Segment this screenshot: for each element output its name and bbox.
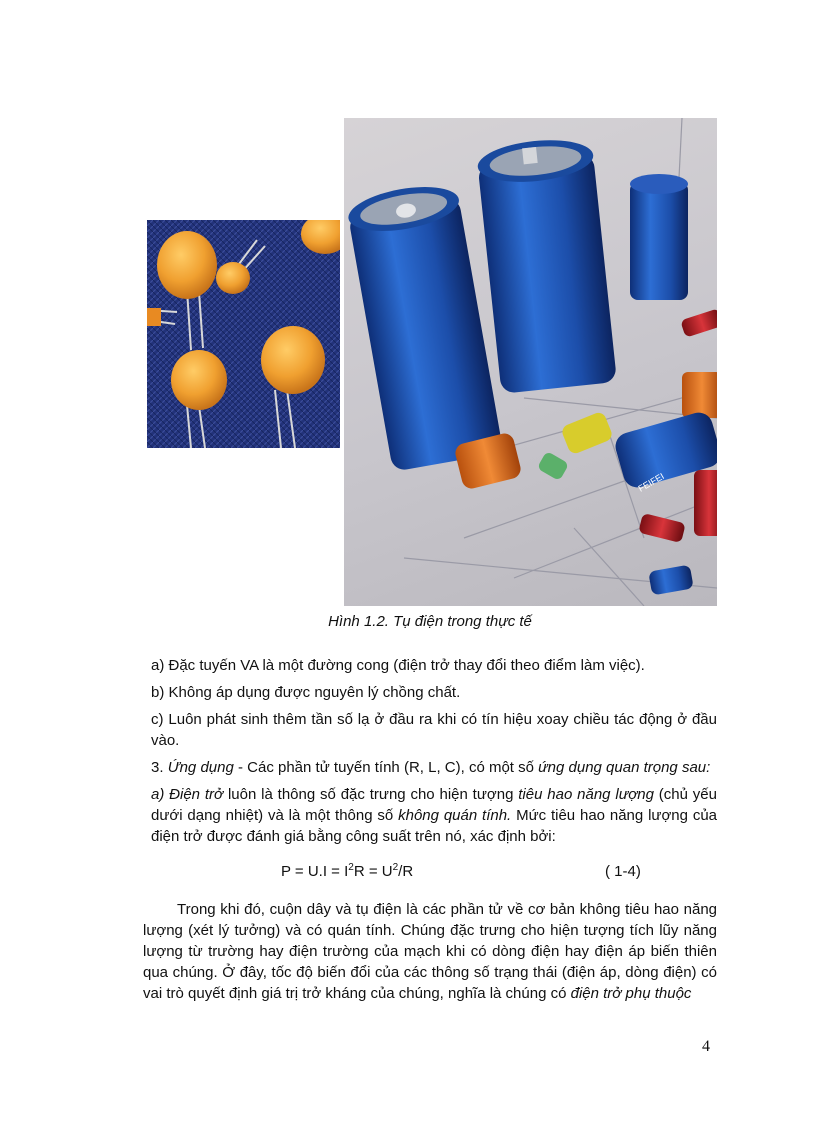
- ceramic-capacitors-photo: [147, 220, 340, 448]
- formula-expression: $P = U.I = I^2R = U^2/R$: [281, 862, 414, 880]
- equation-number: ( 1-4): [605, 863, 641, 880]
- list-item-a: a) Đặc tuyến VA là một đường cong (điện trở thay đổi theo điểm làm việc).: [151, 657, 645, 674]
- resistor-paragraph: [143, 784, 717, 847]
- resistor-emph-1: tiêu hao năng lượng: [518, 786, 654, 803]
- section-text: - Các phần tử tuyến tính (R, L, C), có một số: [233, 759, 539, 776]
- list-item-c: c) Luôn phát sinh thêm tần số lạ ở đầu ra khi có tín hiệu xoay chiều tác động ở đầu vào.: [151, 711, 717, 749]
- electrolytic-capacitors-photo: [344, 118, 717, 606]
- figure-caption: Hình 1.2. Tụ điện trong thực tế: [328, 613, 532, 630]
- section-title: Ứng dụng: [167, 759, 234, 776]
- paragraph-emphasis: điện trở phụ thuộc: [570, 985, 692, 1002]
- resistor-emph-2: không quán tính.: [398, 807, 512, 824]
- inductor-capacitor-paragraph: [143, 899, 717, 1004]
- power-formula: [143, 861, 717, 883]
- capacitor-print: FEIFEI: [636, 471, 666, 494]
- resistor-text-2: (chủ yếu dưới dạng nhiệt) và là một thông số: [151, 786, 717, 824]
- paragraph-text: Trong khi đó, cuộn dây và tụ điện là các phần tử về cơ bản không tiêu hao năng lượng (xét lý tưởng) và có quán tính. Chúng đặc trưng cho hiện tượng tích lũy năng lượng từ trường hay điện trường của mạch khi có dòng điện hay điện áp biến thiên qua chúng. Ở đây, tốc độ biến đổi của các thông số trạng thái (điện áp, dòng điện) có vai trò quyết định giá trị trở kháng của chúng, nghĩa là chúng có: [143, 901, 717, 1002]
- resistor-lead: a) Điện trở: [151, 786, 224, 803]
- body-text: [143, 655, 717, 1010]
- resistor-text-1: luôn là thông số đặc trưng cho hiện tượng: [223, 786, 519, 803]
- resistor-text-3: Mức tiêu hao năng lượng của điện trở được đánh giá bằng công suất trên nó, xác định bởi:: [151, 807, 718, 845]
- page-number: 4: [702, 1038, 710, 1055]
- figure: [143, 118, 717, 606]
- list-item-b: b) Không áp dụng được nguyên lý chồng chất.: [151, 684, 461, 701]
- section-emphasis: ứng dụng quan trọng sau:: [538, 759, 711, 776]
- section-number: 3.: [151, 759, 168, 776]
- section-3-heading: [143, 757, 717, 778]
